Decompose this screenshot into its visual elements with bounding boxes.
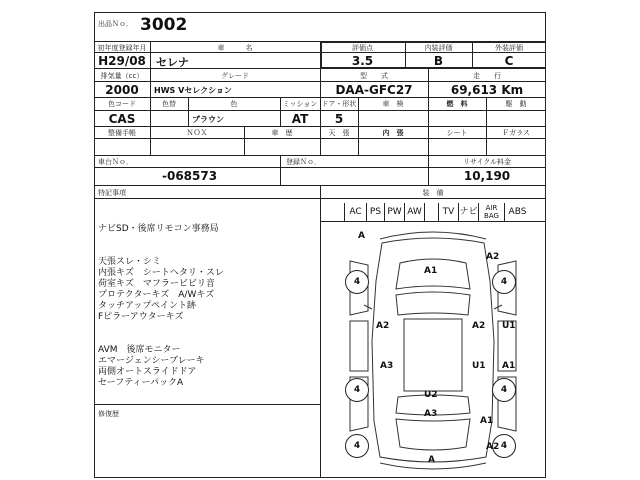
interior-value: B	[433, 54, 444, 68]
grade-value: HWS Vセレクション	[154, 86, 232, 95]
doors-value: 5	[334, 112, 344, 126]
equipment-item: PW	[384, 203, 404, 221]
mark-rear-corner: A2	[486, 442, 500, 452]
note-line: セーフティーパックA	[98, 378, 184, 388]
mileage-label: 走 行	[473, 72, 501, 80]
equipment-item: TV	[438, 203, 458, 221]
history-label: 車 歴	[271, 129, 293, 137]
equipment-item	[424, 203, 438, 221]
grade-label: グレード	[221, 72, 249, 80]
tire-front-right: 4	[492, 270, 516, 294]
mark-front: A	[358, 231, 365, 241]
auction-sheet	[94, 12, 546, 478]
notes-title: 特記事項	[98, 189, 126, 197]
mileage-value: 69,613 Km	[450, 83, 524, 97]
model-label: 型 式	[360, 72, 388, 80]
score-value: 3.5	[351, 54, 374, 68]
mark-left-front-door: A2	[376, 321, 390, 331]
equipment-item: AC	[344, 203, 366, 221]
note-line: エマージェンシーブレーキ	[98, 356, 205, 366]
note-line: 両側オートスライドドア	[98, 367, 197, 377]
registration-label: 登録Ｎｏ．	[286, 158, 321, 166]
recycle-value: 10,190	[463, 169, 511, 183]
lot-label: 出品Ｎｏ．	[98, 20, 133, 28]
mark-right-front-door-u: U1	[502, 321, 516, 331]
mark-left-rear-door: A3	[380, 361, 394, 371]
mark-back-door: A3	[424, 409, 438, 419]
fuel-label: 燃 料	[446, 100, 468, 108]
lot-number: 3002	[140, 15, 188, 35]
equipment-item: PS	[366, 203, 384, 221]
note-line	[98, 246, 316, 257]
note-line: 内張キズ シートヘタリ・スレ	[98, 268, 224, 278]
exterior-label: 外装評価	[495, 44, 523, 52]
mark-front-right-fender: A2	[486, 252, 500, 262]
reg-year-value: H29/08	[98, 54, 146, 68]
tire-rear-left: 4	[345, 378, 369, 402]
note-line: Fピラーアウターキズ	[98, 312, 184, 322]
reg-year-label: 初年度登録年月	[97, 44, 147, 52]
equipment-item: ナビ	[458, 203, 478, 221]
note-line: 天張スレ・シミ	[98, 257, 162, 267]
note-line: AVM 後席モニター	[98, 345, 181, 355]
mark-right-front-door: A2	[472, 321, 486, 331]
mark-roof-rear: U2	[424, 390, 438, 400]
tire-front-left: 4	[345, 270, 369, 294]
color-value: ブラウン	[192, 115, 224, 124]
interior-label: 内装評価	[424, 44, 453, 52]
mark-rear-right: A1	[480, 416, 494, 426]
score-label: 評価点	[352, 44, 373, 52]
chassis-value: -068573	[162, 169, 218, 183]
cc-value: 2000	[105, 83, 139, 97]
notes-list	[98, 224, 316, 389]
exterior-value: C	[504, 54, 514, 68]
repair-label: 修復歴	[98, 410, 119, 418]
note-line: プロテクターキズ A/Wキズ	[98, 290, 215, 300]
equipment-item: AIR BAG	[478, 203, 504, 221]
equipment-title: 装 備	[422, 189, 444, 197]
inspection-label: 車 検	[382, 100, 404, 108]
model-value: DAA-GFC27	[335, 83, 413, 97]
tire-spare-left: 4	[345, 434, 369, 458]
color-code-label: 色コード	[108, 100, 136, 108]
cc-label: 排気量（cc）	[100, 72, 144, 80]
note-line	[98, 323, 316, 334]
doors-label: ドア・形状	[321, 100, 357, 108]
manual-label: 整備手帳	[108, 129, 136, 137]
note-line	[98, 334, 316, 345]
equipment-item: ABS	[504, 203, 530, 221]
equipment-item: AW	[404, 203, 424, 221]
note-line: ナビSD・後席リモコン事務局	[98, 224, 219, 234]
car-name-label: 車 名	[217, 44, 253, 52]
mission-label: ミッション	[282, 100, 318, 108]
tire-rear-right: 4	[492, 378, 516, 402]
fglass-label: Ｆガラス	[502, 129, 530, 137]
nox-label: ＮＯＸ	[186, 129, 208, 137]
recycle-label: リサイクル料金	[462, 158, 512, 166]
roof-label: 天 張	[328, 129, 350, 137]
note-line: タッチアップペイント跡	[98, 301, 197, 311]
inner-label: 内 張	[382, 129, 404, 137]
note-line: 荷室キズ マフラービビリ音	[98, 279, 215, 289]
color-label: 色	[230, 100, 238, 108]
car-name-value: セレナ	[156, 56, 189, 69]
mark-rear-bumper: A	[428, 455, 435, 465]
color-code-value: CAS	[108, 112, 136, 126]
seat-label: シート	[446, 129, 468, 137]
mark-hood: A1	[424, 266, 438, 276]
mission-value: AT	[291, 112, 309, 126]
color-change-label: 色替	[162, 100, 176, 108]
chassis-label: 車台Ｎｏ．	[98, 158, 133, 166]
note-line	[98, 235, 316, 246]
drive-label: 駆 動	[505, 100, 527, 108]
mark-right-rear-door-u: U1	[472, 361, 486, 371]
tire-spare-right: 4	[492, 434, 516, 458]
mark-right-rear-door-a: A1	[502, 361, 516, 371]
